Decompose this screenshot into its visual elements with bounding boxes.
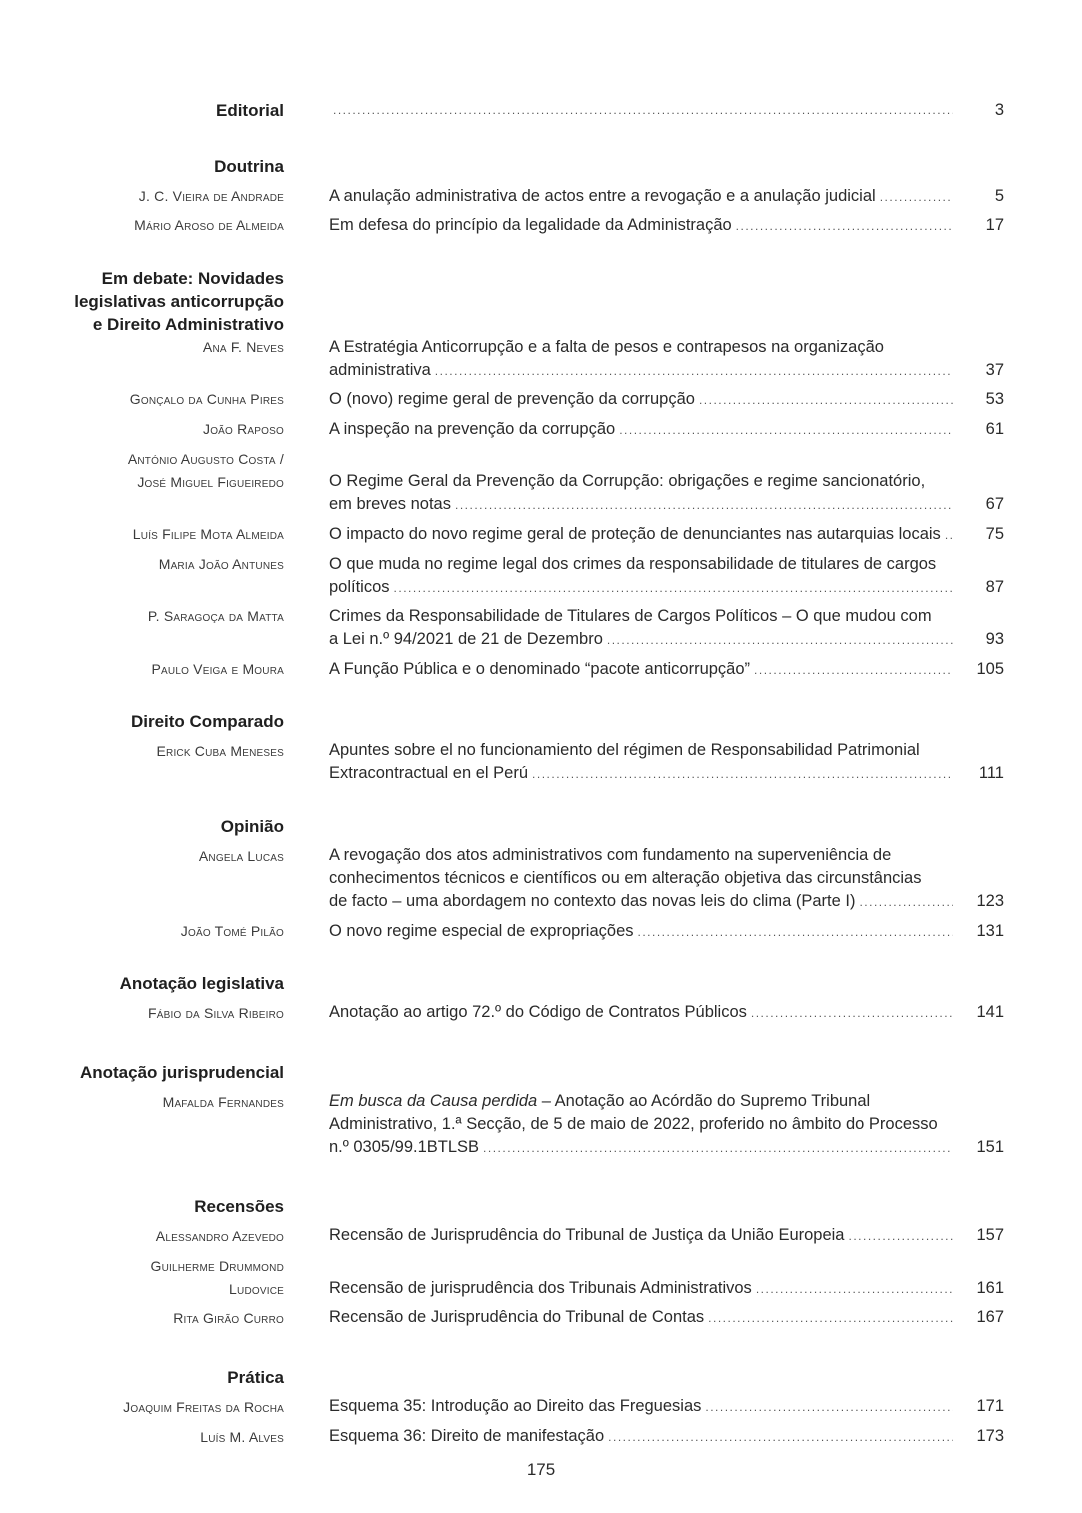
- author: Erick Cuba Meneses: [156, 743, 284, 759]
- page-number: 3: [994, 101, 1004, 119]
- author: Gonçalo da Cunha Pires: [129, 391, 284, 407]
- page-number: 105: [976, 660, 1004, 678]
- leader-dots: [455, 494, 953, 517]
- section-heading-em-debate: legislativas anticorrupção: [74, 292, 284, 311]
- toc-entry[interactable]: O impacto do novo regime geral de proteção de denunciantes nas autarquias locais .....: [329, 523, 953, 547]
- toc-entry[interactable]: O novo regime especial de expropriações .....: [329, 920, 953, 944]
- author: Luís Filipe Mota Almeida: [132, 526, 284, 542]
- author: Mafalda Fernandes: [162, 1094, 284, 1110]
- page-number: 75: [985, 525, 1004, 543]
- toc-entry[interactable]: Em defesa do princípio da legalidade da Administração .....: [329, 214, 953, 238]
- leader-dots: [705, 1396, 953, 1419]
- toc-entry[interactable]: O (novo) regime geral de prevenção da corrupção .....: [329, 388, 953, 412]
- page-number: 161: [976, 1279, 1004, 1297]
- toc-entry[interactable]: A Função Pública e o denominado “pacote anticorrupção” .....: [329, 658, 953, 682]
- toc-entry[interactable]: Recensão de Jurisprudência do Tribunal de Contas .....: [329, 1306, 953, 1330]
- leader-dots: [333, 99, 953, 122]
- section-heading-anotacao-jurisprudencial: Anotação jurisprudencial: [79, 1063, 284, 1082]
- toc-entry[interactable]: A Estratégia Anticorrupção e a falta de pesos e contrapesos na organização administrativa .....: [329, 336, 953, 383]
- section-heading-pratica: Prática: [227, 1368, 284, 1387]
- page-number: 17: [985, 216, 1004, 234]
- author: P. Saragoça da Matta: [147, 608, 284, 624]
- leader-dots: [435, 360, 953, 383]
- toc-entry[interactable]: Recensão de Jurisprudência do Tribunal de Justiça da União Europeia .....: [329, 1224, 953, 1248]
- page-number: 53: [985, 390, 1004, 408]
- author: Alessandro Azevedo: [155, 1228, 284, 1244]
- leader-dots: [754, 659, 953, 682]
- author: Luís M. Alves: [200, 1429, 284, 1445]
- leader-dots: [699, 389, 953, 412]
- section-heading-anotacao-legislativa: Anotação legislativa: [119, 974, 284, 993]
- leader-dots: [736, 215, 953, 238]
- author: Guilherme Drummond: [150, 1258, 284, 1274]
- page-number: 61: [985, 420, 1004, 438]
- leader-dots: [638, 921, 953, 944]
- leader-dots: [394, 577, 953, 600]
- section-heading-em-debate: e Direito Administrativo: [92, 315, 284, 334]
- author: J. C. Vieira de Andrade: [138, 188, 284, 204]
- toc-entry[interactable]: A anulação administrativa de actos entre a revogação e a anulação judicial .....: [329, 185, 953, 209]
- section-heading-direito-comparado: Direito Comparado: [130, 712, 284, 731]
- page-number: 123: [976, 892, 1004, 910]
- author: Ana F. Neves: [202, 339, 284, 355]
- toc-entry-editorial[interactable]: [329, 99, 953, 122]
- section-heading-doutrina: Doutrina: [214, 157, 284, 176]
- toc-entry[interactable]: A revogação dos atos administrativos com fundamento na superveniência de conhecimentos técnicos e científicos ou em alteração objetiva das circunstâncias de facto – uma abordagem no contexto das novas leis do clima (Parte I) .....: [329, 844, 953, 914]
- leader-dots: [756, 1278, 953, 1301]
- toc-entry[interactable]: Apuntes sobre el no funcionamiento del régimen de Responsabilidad Patrimonial Extracontractual en el Perú .....: [329, 739, 953, 786]
- section-heading-editorial: Editorial: [215, 101, 284, 120]
- page-number: 173: [976, 1427, 1004, 1445]
- page-folio: 175: [526, 1460, 556, 1479]
- leader-dots: [849, 1225, 954, 1248]
- page-number: 93: [985, 630, 1004, 648]
- page-number: 111: [978, 764, 1004, 782]
- section-heading-em-debate: Em debate: Novidades: [101, 269, 284, 288]
- leader-dots: [607, 629, 953, 652]
- toc-entry[interactable]: Em busca da Causa perdida – Anotação ao Acórdão do Supremo Tribunal Administrativo, 1.ª Secção, de 5 de maio de 2022, proferido no âmbito do Processo n.º 0305/99.1BTLSB .....: [329, 1090, 953, 1160]
- section-heading-opiniao: Opinião: [220, 817, 284, 836]
- author: Maria João Antunes: [158, 556, 284, 572]
- page-number: 131: [976, 922, 1004, 940]
- author: Ludovice: [229, 1281, 284, 1297]
- page-number: 157: [976, 1226, 1004, 1244]
- section-heading-recensoes: Recensões: [194, 1197, 284, 1216]
- toc-entry[interactable]: Recensão de jurisprudência dos Tribunais Administrativos .....: [329, 1277, 953, 1301]
- leader-dots: [708, 1307, 953, 1330]
- author: João Tomé Pilão: [180, 923, 284, 939]
- toc-entry[interactable]: Esquema 35: Introdução ao Direito das Freguesias .....: [329, 1395, 953, 1419]
- author: Fábio da Silva Ribeiro: [148, 1005, 284, 1021]
- author: João Raposo: [203, 421, 284, 437]
- author: Joaquim Freitas da Rocha: [123, 1399, 284, 1415]
- page-number: 151: [976, 1138, 1004, 1156]
- leader-dots: [619, 419, 953, 442]
- leader-dots: [532, 763, 953, 786]
- author: Rita Girão Curro: [173, 1310, 284, 1326]
- author: José Miguel Figueiredo: [137, 474, 284, 490]
- leader-dots: [483, 1137, 953, 1160]
- page-number: 171: [976, 1397, 1004, 1415]
- leader-dots: [751, 1002, 953, 1025]
- author: Paulo Veiga e Moura: [151, 661, 284, 677]
- toc-entry[interactable]: Crimes da Responsabilidade de Titulares de Cargos Políticos – O que mudou com a Lei n.º 94/2021 de 21 de Dezembro .....: [329, 605, 953, 652]
- toc-entry[interactable]: O Regime Geral da Prevenção da Corrupção: obrigações e regime sancionatório, em breves notas .....: [329, 470, 953, 517]
- leader-dots: [880, 186, 953, 209]
- page-number: 67: [985, 495, 1004, 513]
- page-number: 141: [976, 1003, 1004, 1021]
- page-number: 37: [985, 361, 1004, 379]
- toc-entry[interactable]: O que muda no regime legal dos crimes da responsabilidade de titulares de cargos políticos .....: [329, 553, 953, 600]
- leader-dots: [608, 1426, 953, 1449]
- author: Angela Lucas: [198, 848, 284, 864]
- toc-entry[interactable]: Esquema 36: Direito de manifestação .....: [329, 1425, 953, 1449]
- toc-entry[interactable]: A inspeção na prevenção da corrupção .....: [329, 418, 953, 442]
- page-number: 167: [976, 1308, 1004, 1326]
- toc-entry[interactable]: Anotação ao artigo 72.º do Código de Contratos Públicos .....: [329, 1001, 953, 1025]
- italic-title: Em busca da Causa perdida: [329, 1092, 538, 1110]
- leader-dots: [859, 891, 953, 914]
- page-number: 5: [994, 187, 1004, 205]
- leader-dots: [945, 524, 953, 547]
- author: António Augusto Costa /: [127, 451, 284, 467]
- page-number: 87: [985, 578, 1004, 596]
- author: Mário Aroso de Almeida: [134, 217, 284, 233]
